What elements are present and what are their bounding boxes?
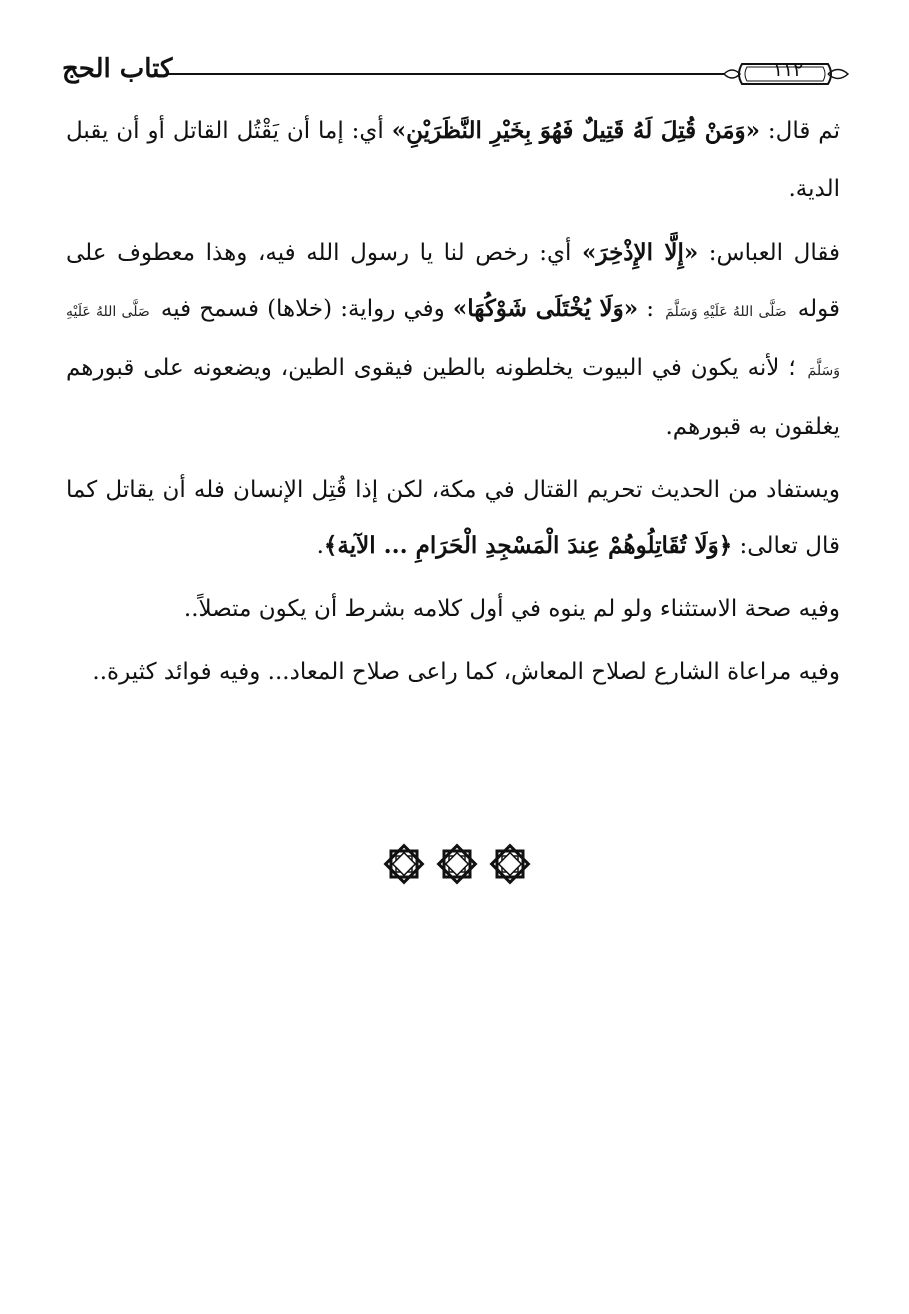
text-segment: : xyxy=(638,296,663,322)
running-header xyxy=(62,52,852,96)
text-segment: ثم قال: xyxy=(760,118,840,144)
book-title: كتاب الحج xyxy=(62,54,173,84)
text-segment: ويستفاد من الحديث تحريم القتال في مكة، لكن إذا قُتِل الإنسان فله أن يقاتل كما قال تعالى: xyxy=(66,477,840,559)
quran-quote: ﴿وَلَا تُقَاتِلُوهُمْ عِندَ الْمَسْجِدِ الْحَرَامِ ... الآية﴾ xyxy=(323,532,733,559)
text-segment: وفيه صحة الاستثناء ولو لم ينوه في أول كلامه بشرط أن يكون متصلاً.. xyxy=(183,596,840,622)
salawat-glyph: صَلَّى اللهُ عَلَيْهِ وَسَلَّمَ xyxy=(665,304,787,320)
body-text xyxy=(66,102,840,700)
salawat-glyph: صَلَّى اللهُ عَلَيْهِ وَسَلَّمَ xyxy=(66,304,840,379)
text-segment: أي: رخص لنا يا رسول الله فيه، وهذا معطوف على قوله xyxy=(66,240,841,322)
eight-point-star-icon xyxy=(382,842,426,886)
text-segment: وفيه مراعاة الشارع لصلاح المعاش، كما راعى صلاح المعاد... وفيه فوائد كثيرة.. xyxy=(92,659,840,685)
paragraph xyxy=(66,581,840,637)
header-rule xyxy=(62,52,852,96)
text-segment: فقال العباس: xyxy=(698,240,840,266)
eight-point-star-icon xyxy=(435,842,479,886)
hadith-quote: «وَمَنْ قُتِلَ لَهُ قَتِيلٌ فَهُوَ بِخَيْرِ النَّظَرَيْنِ» xyxy=(391,117,761,144)
page-number: ١١٢ xyxy=(772,59,804,81)
paragraph xyxy=(66,225,840,455)
paragraph xyxy=(66,102,840,218)
text-segment: . xyxy=(316,533,324,559)
eight-point-star-icon xyxy=(488,842,532,886)
text-segment: ؛ لأنه يكون في البيوت يخلطونه بالطين فيقوى الطين، ويضعونه على قبورهم يغلقون به قبورهم. xyxy=(66,355,840,440)
hadith-quote: «وَلَا يُخْتَلَى شَوْكُهَا» xyxy=(452,295,639,322)
section-ornaments xyxy=(382,842,532,888)
text-segment: أي: إما أن يَقْتُل القاتل أو أن يقبل الدية. xyxy=(66,118,840,202)
paragraph xyxy=(66,644,840,700)
hadith-quote: «إِلَّا الإِذْخِرَ» xyxy=(582,239,699,266)
text-segment: وفي رواية: (خلاها) فسمح فيه xyxy=(152,296,453,322)
paragraph xyxy=(66,462,840,574)
